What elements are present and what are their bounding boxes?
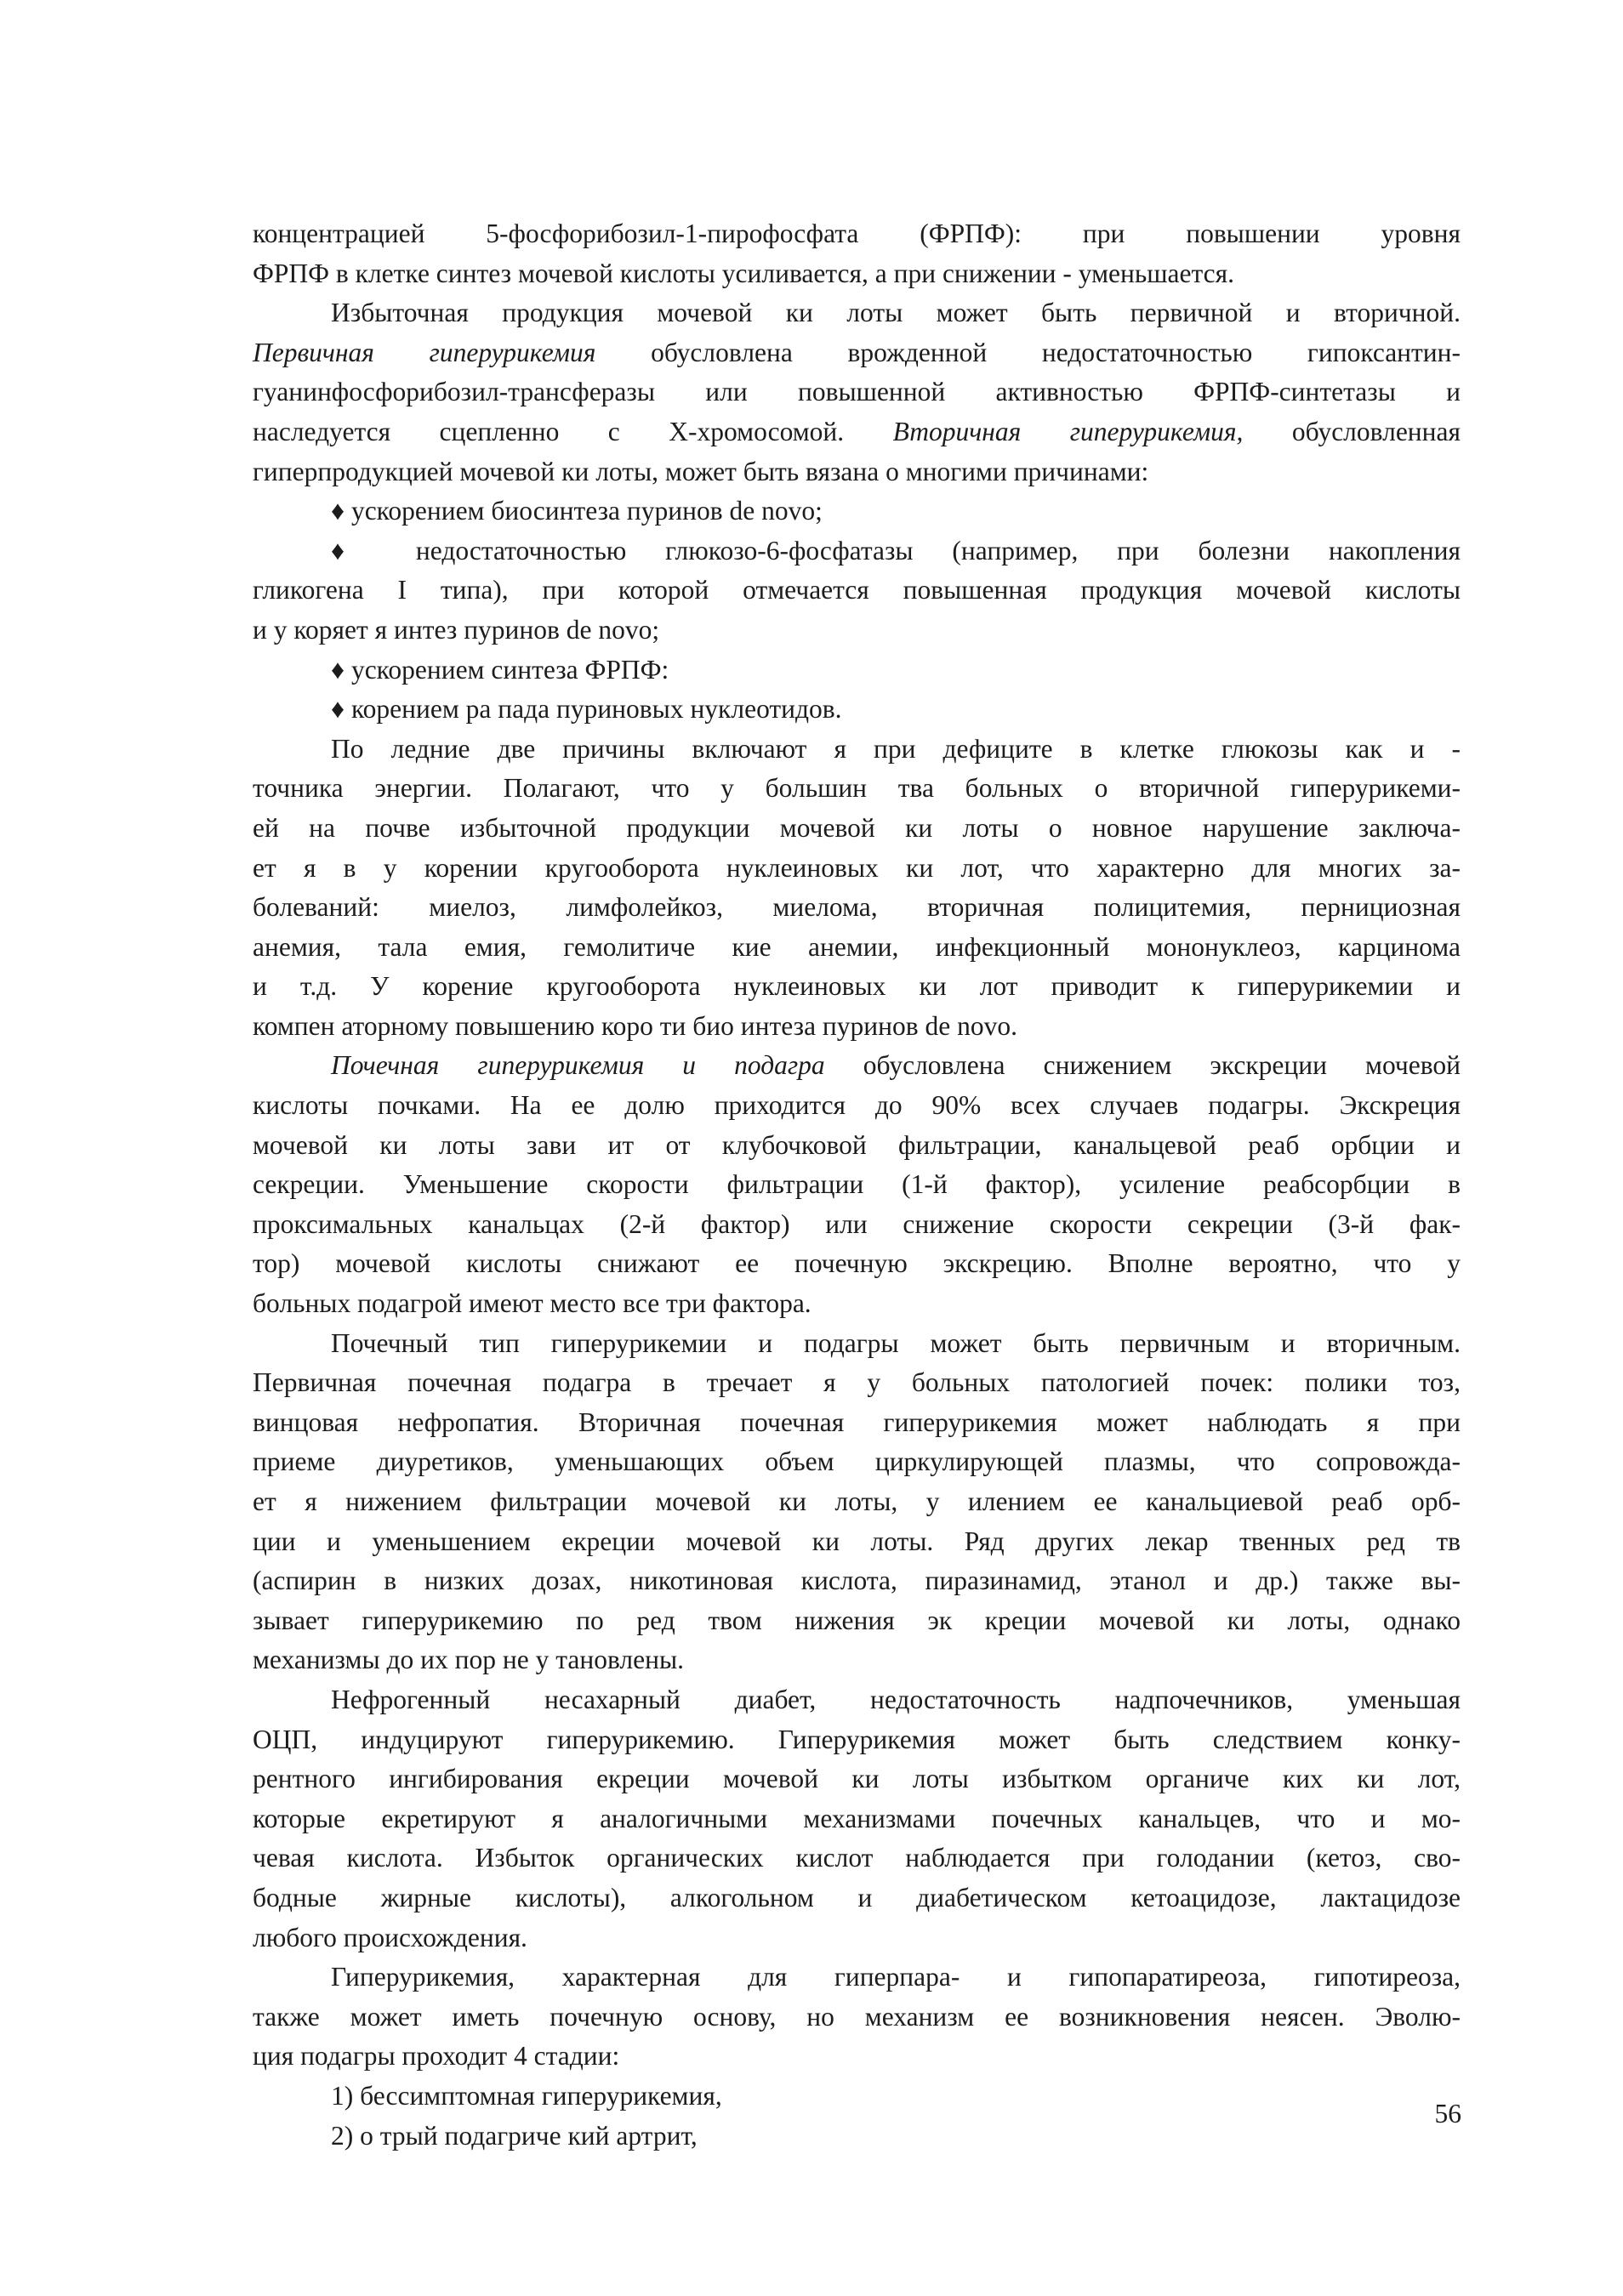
text-line (253, 1918, 1461, 1958)
text-line (253, 372, 1461, 412)
line-text: обусловлена снижением экскреции мочевой (863, 1050, 1461, 1081)
text-line (253, 254, 1461, 294)
text-line (253, 2117, 1461, 2157)
text-line (253, 1998, 1461, 2037)
line-text: бодные жирные кислоты), алкогольном и диабетическом кетоацидозе, лактацидозе (253, 1882, 1461, 1912)
text-line (253, 1680, 1461, 1720)
text-line (253, 333, 1461, 373)
text-line (253, 214, 1461, 254)
line-text: ♦ ускорением биосинтеза пуринов de novo; (331, 496, 823, 526)
line-text: любого происхождения. (253, 1922, 527, 1952)
line-text: приеме диуретиков, уменьшающих объем циркулирующей плазмы, что сопровожда- (253, 1446, 1461, 1477)
line-text: наследуется сцепленно с Х-хромосомой. (253, 416, 893, 446)
line-text: ФРПФ в клетке синтез мочевой кислоты усиливается, а при снижении - уменьшается. (253, 258, 1234, 288)
text-line (253, 412, 1461, 452)
text-line (253, 531, 1461, 571)
text-line (253, 1007, 1461, 1047)
line-text: ♦ ускорением синтеза ФРПФ: (331, 654, 669, 685)
text-line (253, 888, 1461, 928)
line-text: ции и уменьшением екреции мочевой ки лоты. Ряд других лекар твенных ред тв (253, 1526, 1461, 1556)
line-text: механизмы до их пор не у тановлены. (253, 1645, 684, 1675)
text-line (253, 1442, 1461, 1482)
text-line (253, 1839, 1461, 1878)
line-text: ОЦП, индуцируют гиперурикемию. Гиперурикемия может быть следствием конку- (253, 1724, 1461, 1754)
line-text: тор) мочевой кислоты снижают ее почечную экскрецию. Вполне вероятно, что у (253, 1248, 1461, 1279)
text-line (253, 492, 1461, 531)
line-text: которые екретируют я аналогичными механизмами почечных канальцев, что и мо- (253, 1803, 1461, 1833)
text-line (253, 651, 1461, 691)
line-text: ет я нижением фильтрации мочевой ки лоты, у илением ее канальциевой реаб орб- (253, 1486, 1461, 1516)
line-text: гиперпродукцией мочевой ки лоты, может быть вязана о многими причинами: (253, 456, 1149, 486)
line-text: Избыточная продукция мочевой ки лоты может быть первичной и вторичной. (331, 298, 1461, 328)
line-text: проксимальных канальцах (2-й фактор) или снижение скорости секреции (3-й фак- (253, 1208, 1461, 1239)
line-text: гуанинфосфорибозил-трансферазы или повышенной активностью ФРПФ-синтетазы и (253, 377, 1461, 407)
line-text: 2) о трый подагриче кий артрит, (331, 2120, 698, 2151)
text-line (253, 2077, 1461, 2117)
text-line (253, 1205, 1461, 1245)
text-line (253, 1363, 1461, 1403)
text-line (253, 769, 1461, 809)
text-line (253, 1522, 1461, 1562)
body-text (253, 214, 1461, 2156)
text-line (253, 1046, 1461, 1086)
line-text: Гиперурикемия, характерная для гиперпара- и гипопаратиреоза, гипотиреоза, (331, 1962, 1461, 1992)
text-line (253, 1958, 1461, 1998)
line-text: рентного ингибирования екреции мочевой ки лоты избытком органиче ких ки лот, (253, 1764, 1461, 1794)
line-text: ет я в у корении кругооборота нуклеиновых ки лот, что характерно для многих за- (253, 852, 1461, 883)
page-number: 56 (1434, 2099, 1461, 2128)
text-line (253, 967, 1461, 1007)
text-line (253, 611, 1461, 651)
line-text: Первичная почечная подагра в тречает я у больных патологией почек: полики тоз, (253, 1367, 1461, 1398)
text-line (253, 1324, 1461, 1364)
text-line (253, 1601, 1461, 1641)
text-line (253, 809, 1461, 849)
text-line (253, 1759, 1461, 1799)
line-text: анемия, тала емия, гемолитиче кие анемии, инфекционный мононуклеоз, карцинома (253, 931, 1461, 962)
line-text: ция подагры проходит 4 стадии: (253, 2041, 620, 2072)
line-text: гликогена I типа), при которой отмечается повышенная продукция мочевой кислоты (253, 575, 1461, 605)
line-text: и т.д. У корение кругооборота нуклеиновых ки лот приводит к гиперурикемии и (253, 971, 1461, 1002)
text-line (253, 1244, 1461, 1284)
italic-term: Почечная гиперурикемия и подагра (331, 1050, 825, 1081)
line-text: болеваний: миелоз, лимфолейкоз, миелома, вторичная полицитемия, пернициозная (253, 892, 1461, 923)
text-line (253, 1482, 1461, 1522)
line-text: зывает гиперурикемию по ред твом нижения эк креции мочевой ки лоты, однако (253, 1605, 1461, 1635)
text-line (253, 452, 1461, 492)
text-line (253, 730, 1461, 770)
text-line (253, 1720, 1461, 1760)
text-line (253, 690, 1461, 730)
line-text: Почечный тип гиперурикемии и подагры может быть первичным и вторичным. (331, 1327, 1461, 1358)
italic-term: Вторичная гиперурикемия, (892, 416, 1244, 446)
text-line (253, 1878, 1461, 1918)
text-line (253, 1640, 1461, 1680)
line-text: точника энергии. Полагают, что у большин тва больных о вторичной гиперурикеми- (253, 773, 1461, 804)
line-text: компен аторному повышению коро ти био интеза пуринов de novo. (253, 1010, 1017, 1041)
text-line (253, 2037, 1461, 2077)
text-line (253, 1086, 1461, 1126)
line-text: По ледние две причины включают я при дефиците в клетке глюкозы как и - (331, 733, 1461, 764)
line-text: ♦ недостаточностью глюкозо-6-фосфатазы (например, при болезни накопления (331, 535, 1461, 565)
line-text: мочевой ки лоты зави ит от клубочковой фильтрации, канальцевой реаб орбции и (253, 1129, 1461, 1160)
line-text: ♦ корением ра пада пуриновых нуклеотидов. (331, 694, 842, 725)
text-line (253, 1561, 1461, 1601)
text-line (253, 849, 1461, 889)
line-text: и у коряет я интез пуринов de novo; (253, 614, 660, 645)
line-text: чевая кислота. Избыток органических кислот наблюдается при голодании (кетоз, сво- (253, 1843, 1461, 1873)
line-text: секреции. Уменьшение скорости фильтрации (1-й фактор), усиление реабсорбции в (253, 1169, 1461, 1200)
text-line (253, 1799, 1461, 1839)
line-text: ей на почве избыточной продукции мочевой ки лоты о новное нарушение заключа- (253, 812, 1461, 843)
line-text: кислоты почками. На ее долю приходится до 90% всех случаев подагры. Экскреция (253, 1090, 1461, 1121)
text-line (253, 1126, 1461, 1166)
line-text: (аспирин в низких дозах, никотиновая кислота, пиразинамид, этанол и др.) также вы- (253, 1566, 1461, 1596)
text-line (253, 1165, 1461, 1205)
line-text: концентрацией 5-фосфорибозил-1-пирофосфата (ФРПФ): при повышении уровня (253, 219, 1461, 248)
text-line (253, 1403, 1461, 1443)
line-text: обусловлена врожденной недостаточностью гипоксантин- (651, 337, 1461, 367)
line-text: винцовая нефропатия. Вторичная почечная гиперурикемия может наблюдать я при (253, 1407, 1461, 1437)
text-line (253, 293, 1461, 333)
line-text: 1) бессимптомная гиперурикемия, (331, 2080, 722, 2111)
line-text: больных подагрой имеют место все три фактора. (253, 1288, 812, 1319)
text-line (253, 571, 1461, 611)
line-text: также может иметь почечную основу, но механизм ее возникновения неясен. Эволю- (253, 2001, 1461, 2032)
italic-term: Первичная гиперурикемия (253, 337, 596, 367)
text-line (253, 928, 1461, 968)
line-text: обусловленная (1243, 416, 1461, 446)
line-text: Нефрогенный несахарный диабет, недостаточность надпочечников, уменьшая (331, 1684, 1461, 1714)
text-line (253, 1284, 1461, 1324)
